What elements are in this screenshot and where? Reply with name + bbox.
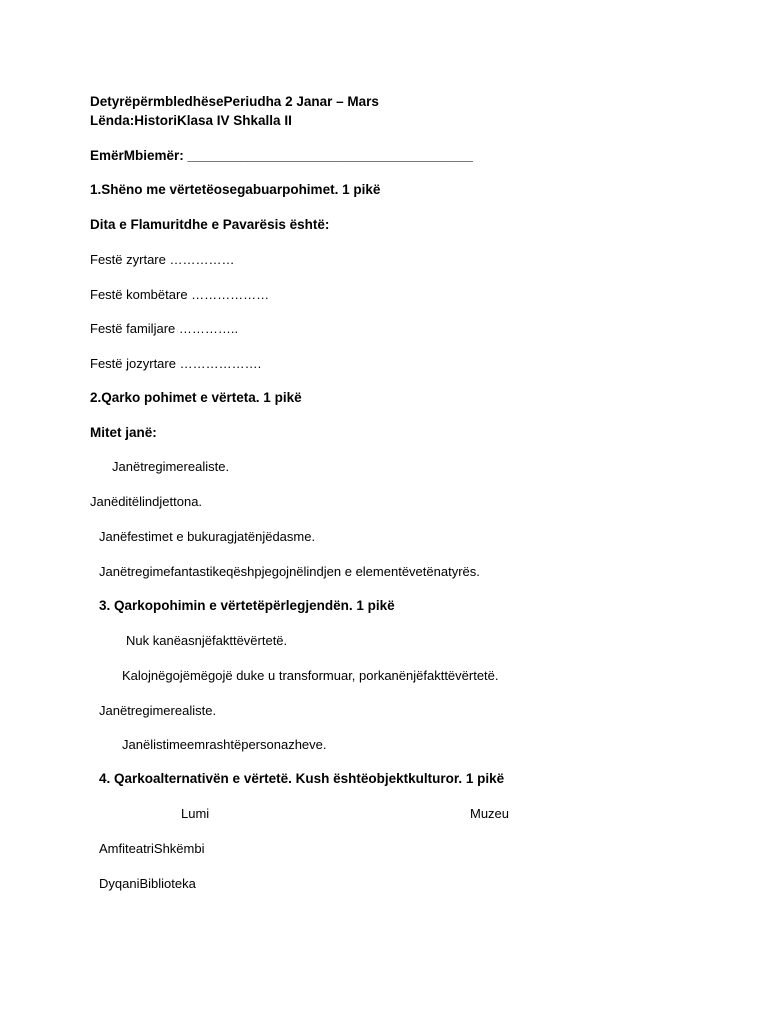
question-1-title: 1.Shëno me vërtetëosegabuarpohimet. 1 pikë — [90, 182, 381, 197]
header-title: DetyrëpërmbledhësePeriudha 2 Janar – Mars — [90, 94, 379, 109]
name-field: EmërMbiemër: ______________________________________ — [90, 148, 473, 163]
question-4-title: 4. Qarkoalternativën e vërtetë. Kush ështëobjektkulturor. 1 pikë — [99, 771, 505, 786]
question-2-option: Janëtregimerealiste. — [112, 459, 230, 474]
question-4-option: Lumi — [181, 806, 210, 821]
question-2-subtitle: Mitet janë: — [90, 425, 157, 440]
question-1-option: Festë zyrtare …………… — [90, 252, 235, 267]
question-1-option: Festë kombëtare ……………… — [90, 287, 270, 302]
question-1-option: Festë jozyrtare ………………. — [90, 356, 262, 371]
question-1-option: Festë familjare ………….. — [90, 321, 239, 336]
question-2-title: 2.Qarko pohimet e vërteta. 1 pikë — [90, 390, 302, 405]
question-1-subtitle: Dita e Flamuritdhe e Pavarësis është: — [90, 217, 330, 232]
question-3-title: 3. Qarkopohimin e vërtetëpërlegjendën. 1 pikë — [99, 598, 395, 613]
question-2-option: Janëtregimefantastikeqëshpjegojnëlindjen e elementëvetënatyrës. — [99, 564, 480, 579]
question-3-option: Janëtregimerealiste. — [99, 703, 217, 718]
question-4-option: DyqaniBiblioteka — [99, 876, 196, 891]
header-subject: Lënda:HistoriKlasa IV Shkalla II — [90, 113, 292, 128]
question-4-option: AmfiteatriShkëmbi — [99, 841, 205, 856]
question-3-option: Nuk kanëasnjëfakttëvërtetë. — [126, 633, 288, 648]
question-2-option: Janëditëlindjettona. — [90, 494, 203, 509]
question-3-option: Kalojnëgojëmëgojë duke u transformuar, porkanënjëfakttëvërtetë. — [122, 668, 499, 683]
question-2-option: Janëfestimet e bukuragjatënjëdasme. — [99, 529, 316, 544]
question-4-option: Muzeu — [470, 806, 510, 821]
question-3-option: Janëlistimeemrashtëpersonazheve. — [122, 737, 327, 752]
